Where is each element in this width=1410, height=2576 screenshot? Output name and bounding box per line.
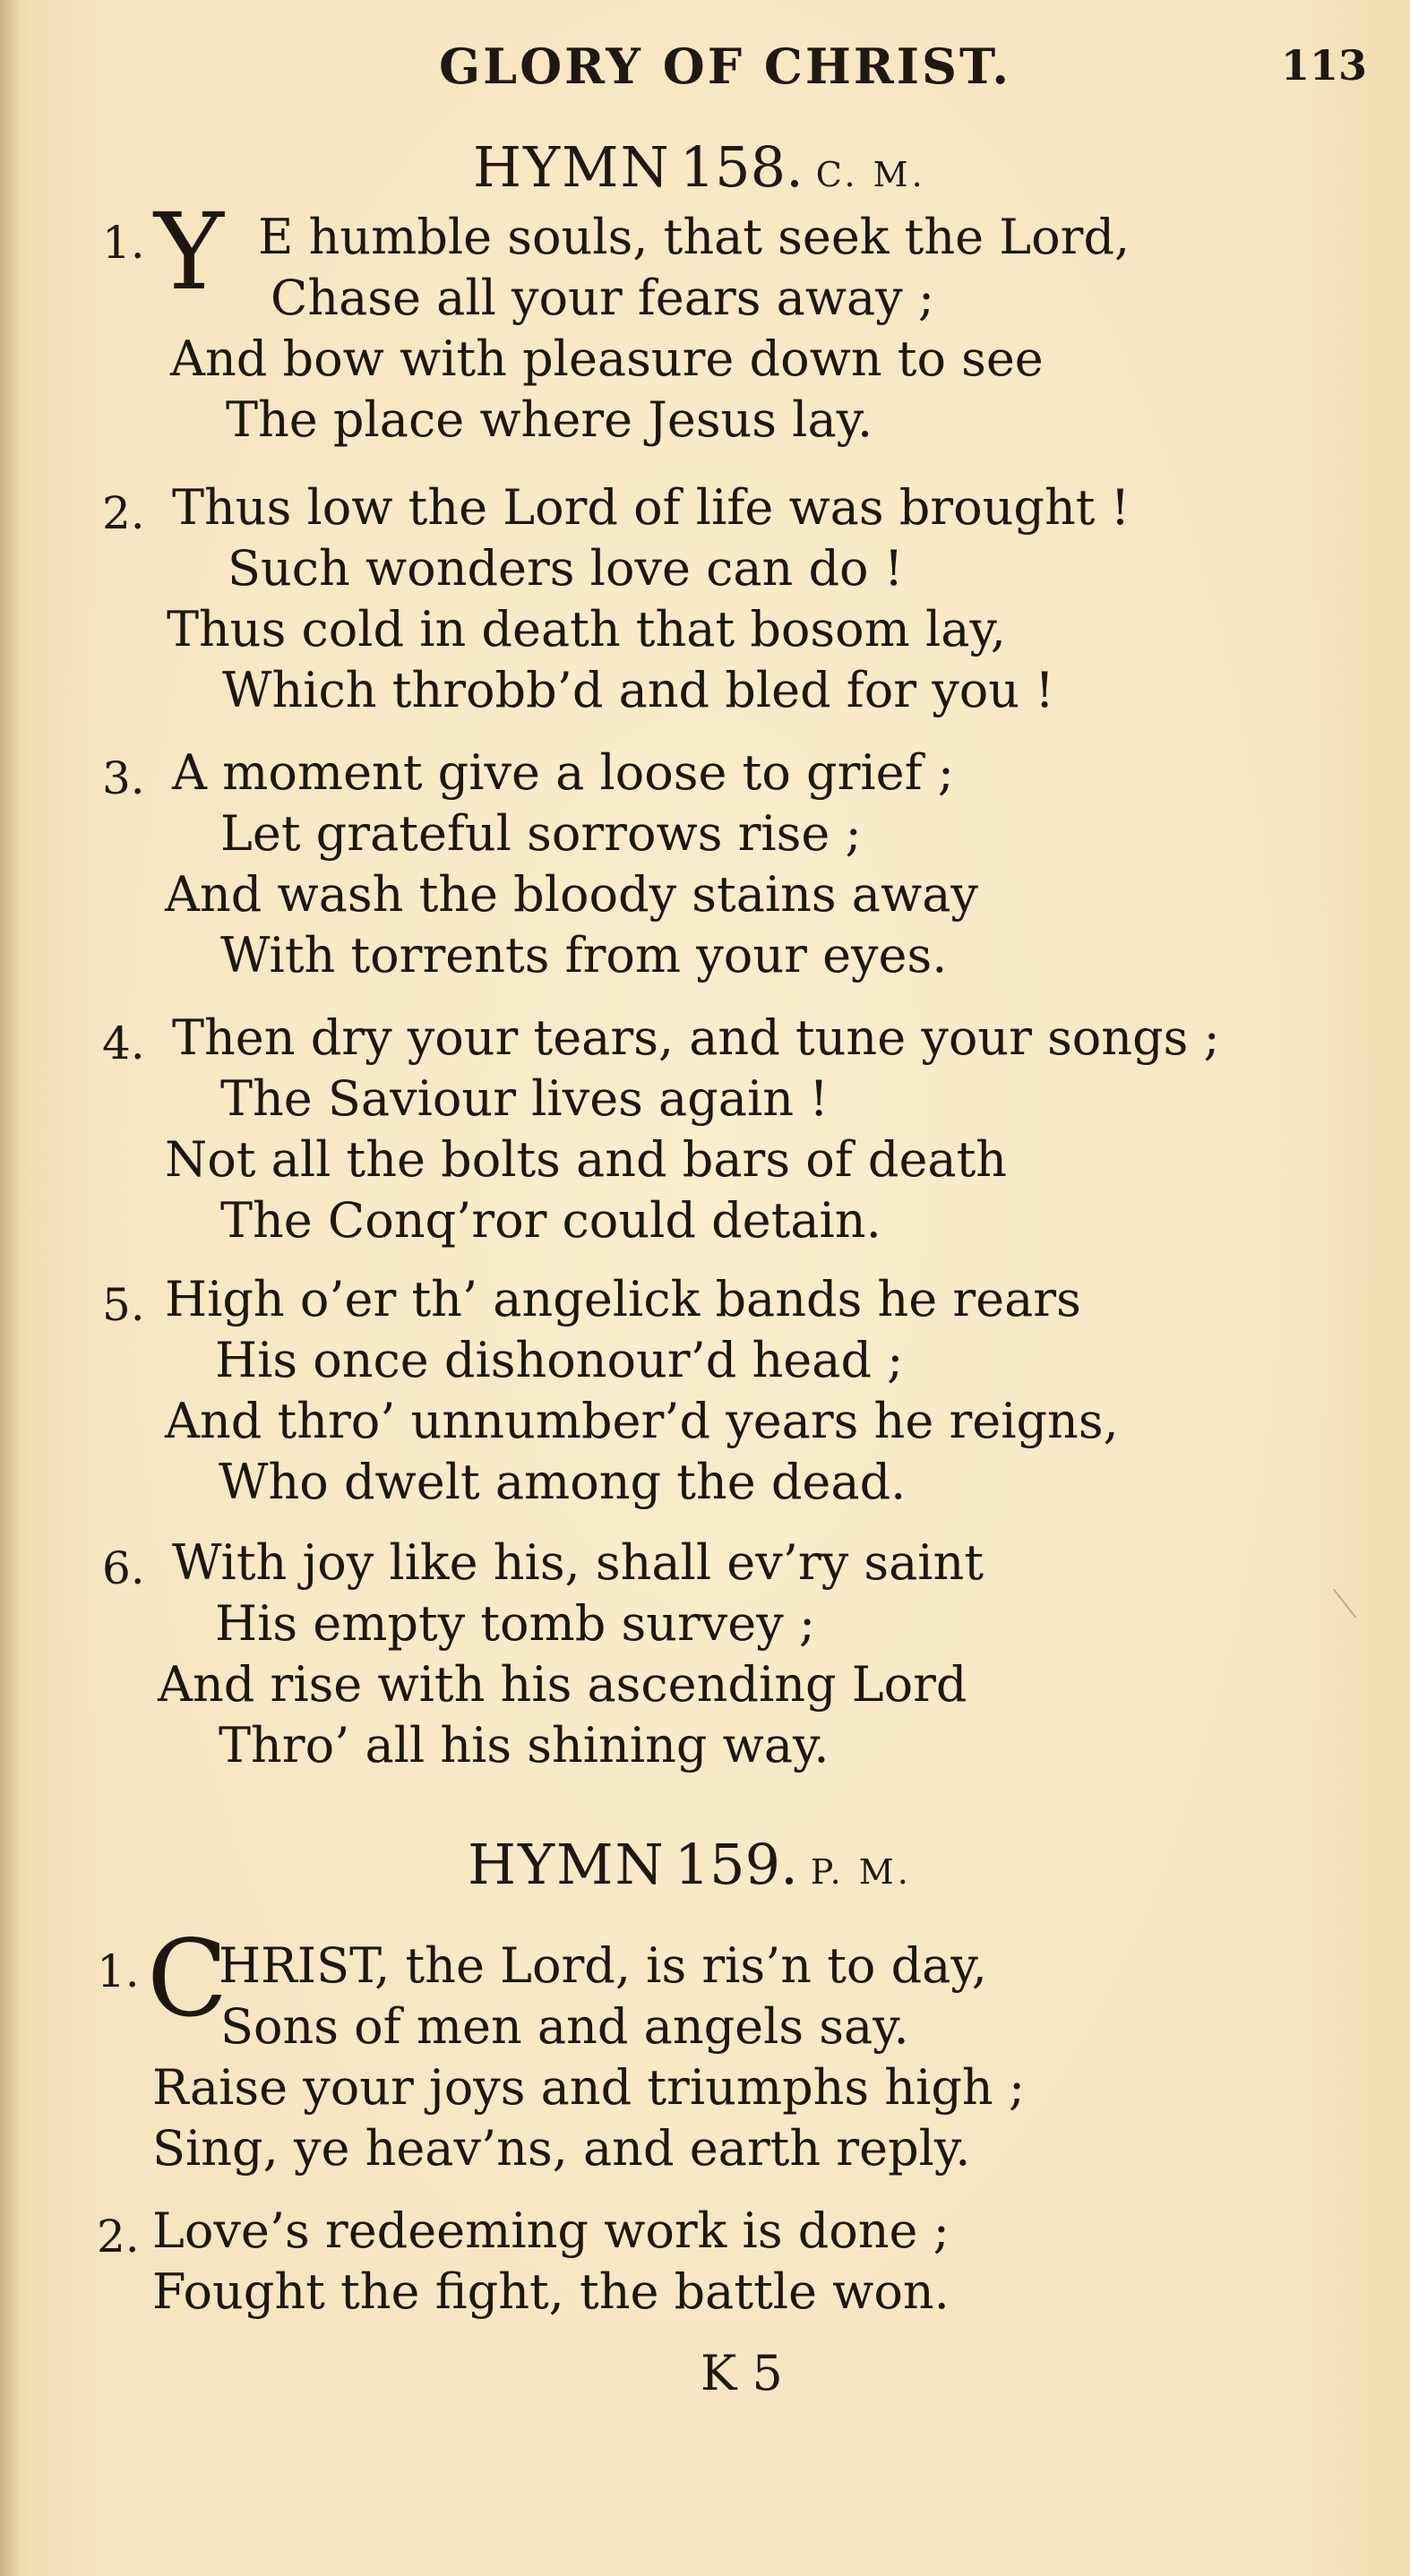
hymn-159-heading — [468, 1832, 912, 1897]
verse-line: His empty tomb survey ; — [215, 1595, 816, 1652]
verse-line: The place where Jesus lay. — [226, 391, 873, 448]
stanza-number: 5. — [102, 1279, 145, 1331]
verse-line: Such wonders love can do ! — [228, 540, 904, 597]
stanza-number: 3. — [102, 752, 145, 804]
verse-line: And rise with his ascending Lord — [158, 1656, 967, 1713]
printer-signature: K 5 — [701, 2345, 783, 2401]
verse-line: Which throbb’d and bled for you ! — [222, 662, 1054, 718]
spine-shadow — [0, 0, 20, 2576]
verse-line: Thus cold in death that bosom lay, — [167, 601, 1006, 657]
stanza-number: 1. — [102, 217, 145, 269]
verse-line: And wash the bloody stains away — [165, 866, 978, 923]
verse-line: Thus low the Lord of life was brought ! — [172, 479, 1131, 536]
verse-line: Sing, ye heav’ns, and earth reply. — [152, 2120, 971, 2177]
verse-line: Thro’ all his shining way. — [219, 1717, 830, 1773]
verse-line: Let grateful sorrows rise ; — [220, 805, 862, 862]
verse-line: High o’er th’ angelick bands he rears — [165, 1271, 1081, 1327]
verse-line: Raise your joys and triumphs high ; — [152, 2059, 1026, 2116]
paper-blemish — [1333, 1589, 1356, 1619]
stanza-number: 2. — [97, 2211, 140, 2263]
hymn-word: HYMN — [473, 134, 671, 200]
verse-line: The Conq’ror could detain. — [220, 1192, 881, 1249]
verse-line: HRIST, the Lord, is ris’n to day, — [219, 1937, 987, 1994]
hymn-number: 158. — [679, 134, 804, 200]
stanza-number: 6. — [102, 1542, 145, 1594]
hymn-word: HYMN — [468, 1832, 666, 1897]
verse-line: With joy like his, shall ev’ry saint — [172, 1534, 984, 1591]
verse-line: Not all the bolts and bars of death — [165, 1131, 1008, 1188]
verse-line: Love’s redeeming work is done ; — [152, 2202, 950, 2259]
verse-line: His once dishonour’d head ; — [215, 1332, 904, 1388]
hymn-meter: P. M. — [810, 1852, 912, 1892]
stanza-number: 4. — [102, 1018, 145, 1069]
running-head: GLORY OF CHRIST. — [439, 38, 1012, 95]
verse-line: And bow with pleasure down to see — [170, 331, 1044, 387]
verse-line: Fought the fight, the battle won. — [152, 2263, 950, 2320]
verse-line: Chase all your fears away ; — [271, 270, 935, 326]
stanza-number: 2. — [102, 487, 145, 539]
verse-line: Sons of men and angels say. — [220, 1998, 909, 2055]
verse-line: Who dwelt among the dead. — [219, 1454, 907, 1510]
stanza-number: 1. — [97, 1945, 140, 1997]
page-number: 113 — [1281, 41, 1368, 90]
verse-line: A moment give a loose to grief ; — [172, 744, 954, 801]
hymn-number: 159. — [674, 1832, 798, 1897]
verse-line: E humble souls, that seek the Lord, — [258, 209, 1131, 265]
verse-line: And thro’ unnumber’d years he reigns, — [165, 1393, 1119, 1449]
drop-cap: C — [147, 1917, 228, 2040]
hymn-meter: C. M. — [815, 155, 926, 194]
verse-line: The Saviour lives again ! — [220, 1070, 829, 1127]
verse-line: Then dry your tears, and tune your songs ; — [172, 1009, 1220, 1066]
drop-cap: Y — [154, 190, 224, 313]
hymn-158-heading — [473, 134, 926, 200]
verse-line: With torrents from your eyes. — [220, 927, 948, 983]
